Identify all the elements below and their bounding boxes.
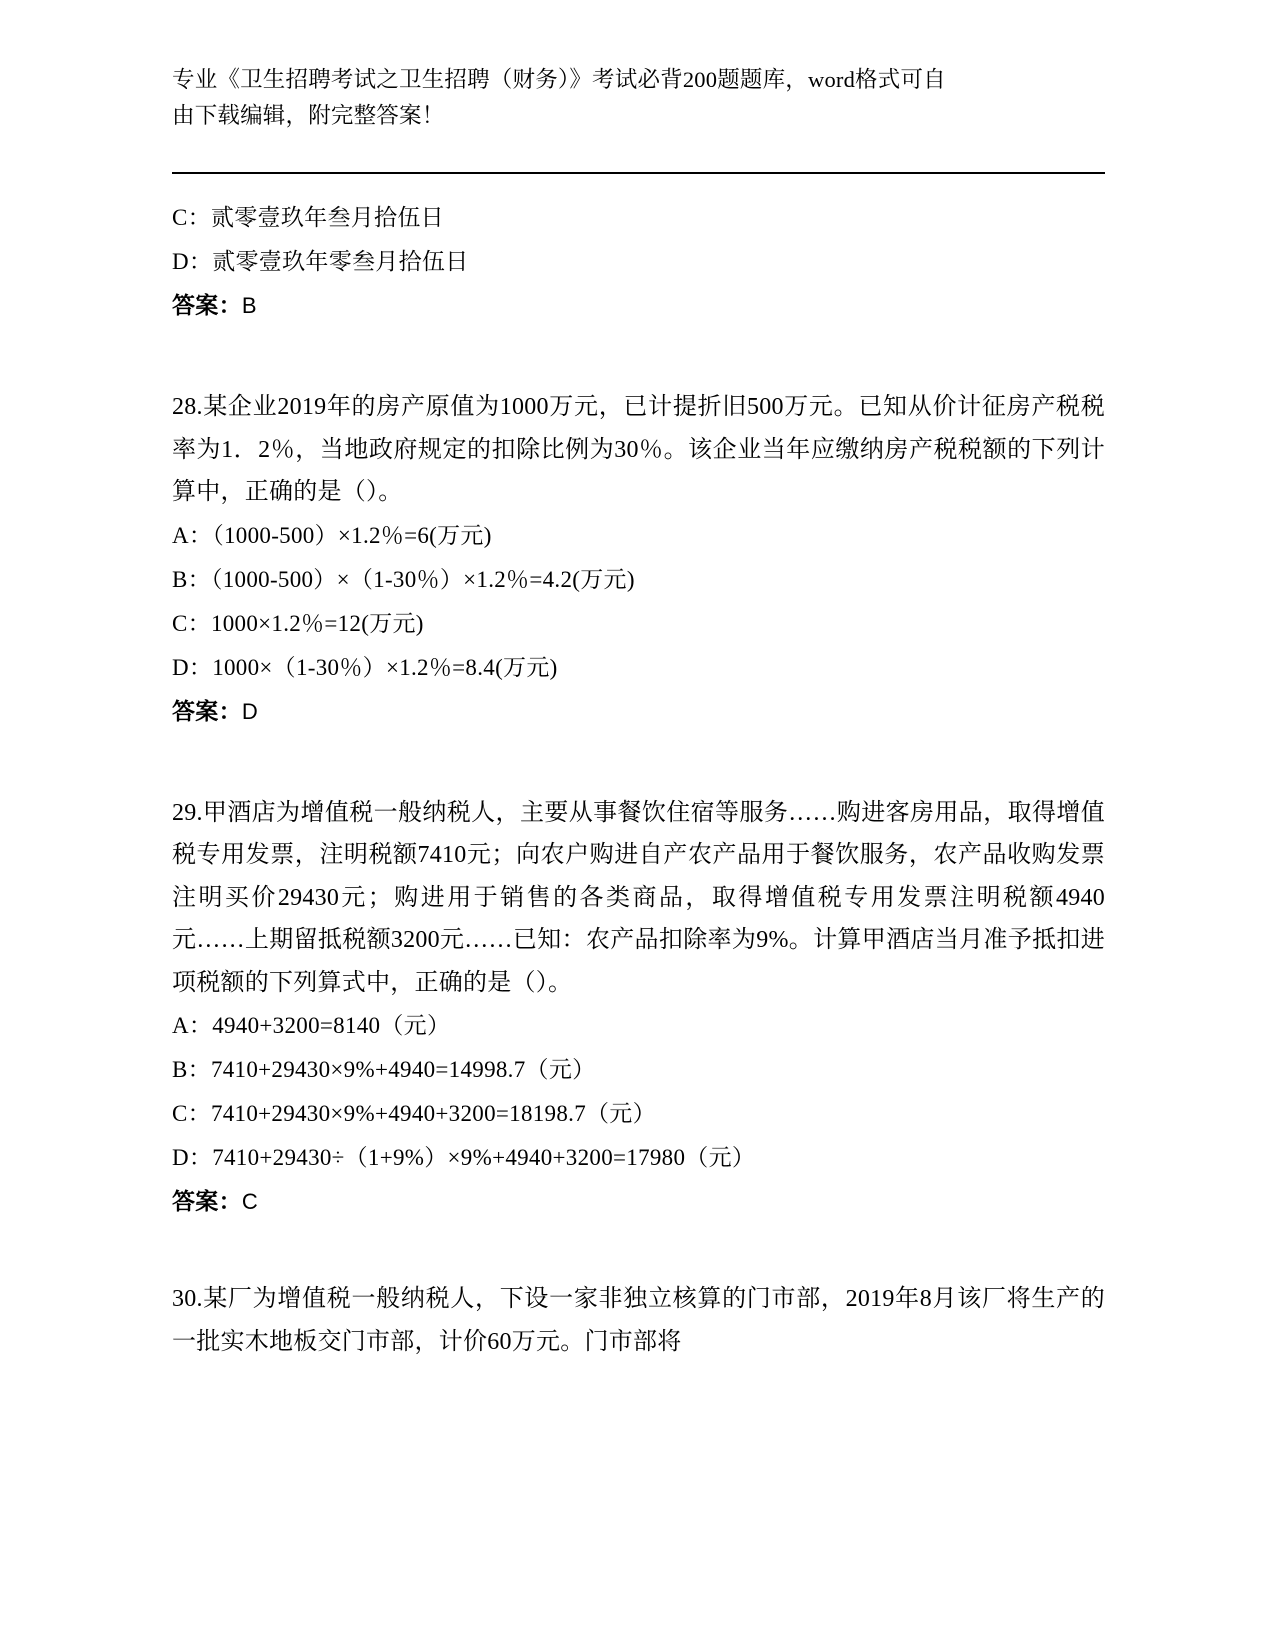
question-block-28 (172, 386, 1105, 734)
option-line: D：1000×（1-30％）×1.2％=8.4(万元) (172, 654, 558, 680)
page-header (172, 62, 1105, 134)
answer-label: 答案： (172, 293, 242, 318)
block-spacer (172, 734, 1105, 792)
option-line: D：7410+29430÷（1+9%）×9%+4940+3200=17980（元） (172, 1145, 756, 1170)
answer-label: 答案： (172, 1189, 242, 1214)
block-spacer (172, 328, 1105, 386)
option-line: B：（1000-500）×（1-30％）×1.2％=4.2(万元) (172, 566, 635, 592)
answer-line (172, 1180, 1105, 1224)
question-stem: 29.甲酒店为增值税一般纳税人，主要从事餐饮住宿等服务……购进客房用品，取得增值税专用发票，注明税额7410元；向农户购进自产农产品用于餐饮服务，农产品收购发票注明买价29430元；购进用于销售的各类商品，取得增值税专用发票注明税额4940元……上期留抵税额3200元……已知：农产品扣除率为9%。计算甲酒店当月准予抵扣进项税额的下列算式中，正确的是（）。 (172, 799, 1105, 996)
question-block-29 (172, 792, 1105, 1225)
answer-value: C (241, 1189, 259, 1214)
option-line: C：7410+29430×9%+4940+3200=18198.7（元） (172, 1101, 656, 1126)
header-divider (172, 172, 1105, 174)
answer-line (172, 284, 1105, 328)
option-line: C：1000×1.2％=12(万元) (172, 610, 424, 636)
option-line: A：4940+3200=8140（元） (172, 1013, 451, 1038)
option-line: A：（1000-500）×1.2％=6(万元) (172, 522, 492, 548)
answer-line (172, 690, 1105, 734)
option-line: B：7410+29430×9%+4940=14998.7（元） (172, 1057, 596, 1082)
answer-label: 答案： (172, 698, 242, 724)
question-stem: 28.某企业2019年的房产原值为1000万元，已计提折旧500万元。已知从价计征房产税税率为1．2％，当地政府规定的扣除比例为30％。该企业当年应缴纳房产税税额的下列计算中，正确的是（）。 (172, 394, 1105, 505)
header-line-1: 专业《卫生招聘考试之卫生招聘（财务）》考试必背200题题库，word格式可自 (172, 67, 946, 92)
question-stem: 30.某厂为增值税一般纳税人，下设一家非独立核算的门市部，2019年8月该厂将生产的一批实木地板交门市部，计价60万元。门市部将 (172, 1286, 1105, 1355)
question-block-30 (172, 1278, 1105, 1363)
block-spacer (172, 1224, 1105, 1278)
document-body (172, 196, 1105, 1363)
option-line: C：贰零壹玖年叁月拾伍日 (172, 205, 444, 230)
answer-value: B (241, 293, 257, 318)
option-line: D：贰零壹玖年零叁月拾伍日 (172, 249, 469, 274)
answer-value: D (241, 698, 259, 724)
header-line-2: 由下载编辑，附完整答案！ (172, 103, 445, 128)
